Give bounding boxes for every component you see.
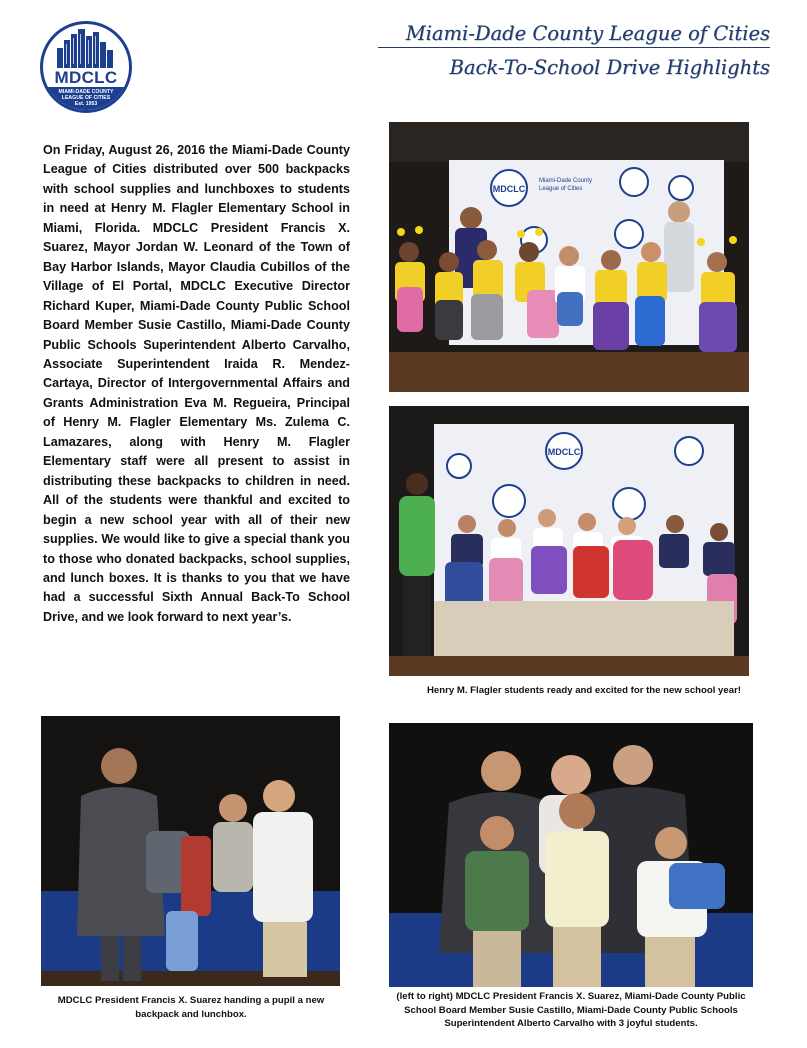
page-title: Miami-Dade County League of Cities <box>405 22 770 45</box>
photo-officials-with-students <box>389 723 753 987</box>
caption-photo-2: Henry M. Flagler students ready and excited for the new school year! <box>426 685 741 696</box>
logo-established: Est. 1953 <box>74 101 98 107</box>
backdrop-name-1: Miami-Dade County <box>539 178 593 184</box>
backdrop-logo-text: MDCLC <box>492 184 526 194</box>
skyline-icon <box>43 24 129 74</box>
photo-students-group-1 <box>389 122 749 392</box>
logo-acronym: MDCLC <box>54 68 118 87</box>
logo-name-line1: MIAMI-DADE COUNTY <box>58 89 114 95</box>
caption-photo-3: MDCLC President Francis X. Suarez handing a pupil a new backpack and lunchbox. <box>57 995 325 1020</box>
title-underline <box>378 47 770 48</box>
photo-suarez-handing-backpack <box>41 716 340 986</box>
logo-band <box>43 87 129 110</box>
article-body: On Friday, August 26, 2016 the Miami-Dade County League of Cities distributed over 500 backpacks with school supplies and lunchboxes to students in need at Henry M. Flagler Elementary School in Miami, Florida. MDCLC President Francis X. Suarez, Mayor Jordan W. Leonard of the Town of Bay Harbor Islands, Mayor Claudia Cubillos of the Village of El Portal, MDCLC Executive Director Richard Kuper, Miami-Dade County Public School Board Member Susie Castillo, Miami-Dade County Public Schools Superintendent Alberto Carvalho, Associate Superintendent Iraida R. Mendez-Cartaya, Director of Intergovernmental Affairs and Grants Administration Eva M. Regueira, Principal of Henry M. Flagler Elementary Ms. Zulema C. Lamazares, along with Henry M. Flagler Elementary staff were all present to assist in distributing these backpacks to children in need. All of the students were thankful and excited to begin a new school year with all of their new supplies. We would like to give a special thank you to those who donated backpacks, school supplies, and lunch boxes. It is thanks to you that we have had a successful Sixth Annual Back-To School Drive, and we look forward to next year’s. <box>43 143 350 624</box>
mdclc-logo <box>40 21 132 113</box>
page-subtitle: Back-To-School Drive Highlights <box>449 56 770 79</box>
caption-photo-4: (left to right) MDCLC President Francis X. Suarez, Miami-Dade County Public School Board Member Susie Castillo, Miami-Dade County Public Schools Superintendent Alberto Carvalho with 3 joyful students. <box>396 991 746 1029</box>
logo-name-line2: LEAGUE OF CITIES <box>61 95 111 101</box>
photo-students-group-2 <box>389 406 749 676</box>
backdrop-name-2: League of Cities <box>539 186 583 192</box>
backdrop-logo-text-2: MDCLC <box>547 447 581 457</box>
